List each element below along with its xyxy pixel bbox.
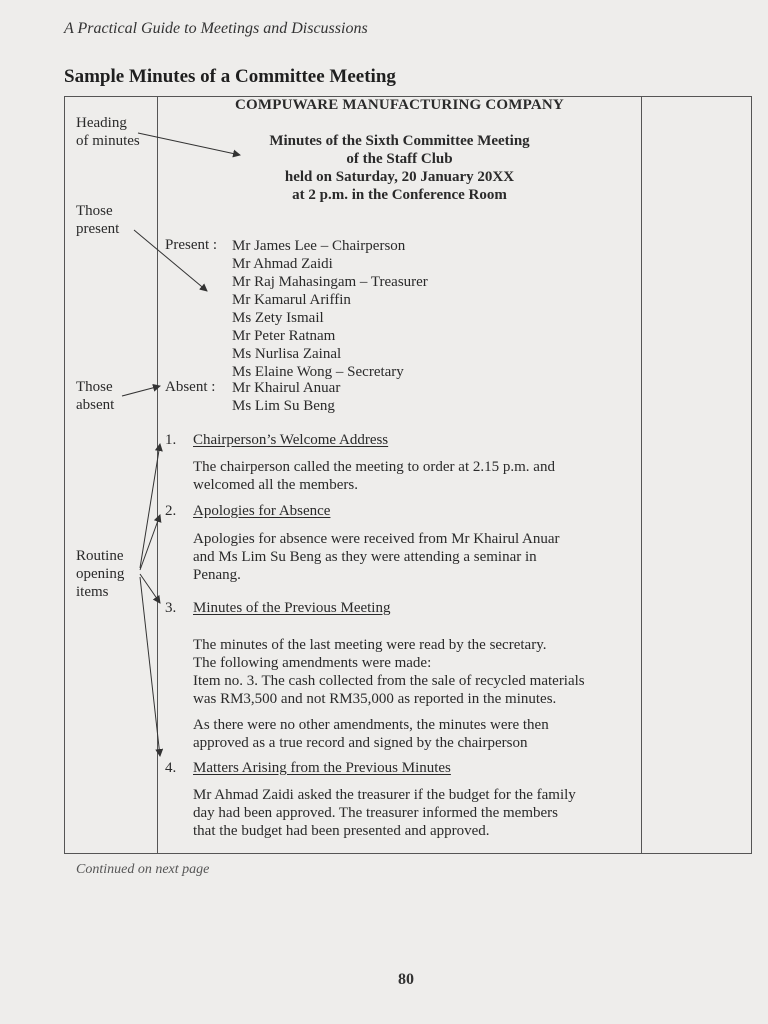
item-2-paragraph: Apologies for absence were received from Mr Khairul Anuar and Ms Lim Su Beng as they were attending a seminar in Penang. xyxy=(193,531,560,583)
continued-note: Continued on next page xyxy=(76,862,210,877)
item-3-paragraph-1: The minutes of the last meeting were read by the secretary. The following amendments were made: Item no. 3. The cash collected from the sale of recycled materials was RM3,500 and not RM35,000 as reported in the minutes. xyxy=(193,637,585,707)
table-divider-right xyxy=(641,96,642,854)
item-2-number: 2. xyxy=(165,503,177,519)
margin-note-present: Those present xyxy=(76,203,120,237)
running-head: A Practical Guide to Meetings and Discussions xyxy=(64,20,368,37)
company-name: COMPUWARE MANUFACTURING COMPANY xyxy=(235,97,564,113)
item-4-paragraph: Mr Ahmad Zaidi asked the treasurer if the budget for the family day had been approved. The treasurer informed the members that the budget had been presented and approved. xyxy=(193,787,576,839)
item-2-title: Apologies for Absence xyxy=(193,503,331,519)
item-1-number: 1. xyxy=(165,432,177,448)
item-3-paragraph-2: As there were no other amendments, the minutes were then approved as a true record and signed by the chairperson xyxy=(193,717,549,751)
margin-note-heading: Heading of minutes xyxy=(76,115,140,149)
section-title: Sample Minutes of a Committee Meeting xyxy=(64,66,396,87)
absent-label: Absent : xyxy=(165,379,216,395)
present-label: Present : xyxy=(165,237,218,253)
item-4-number: 4. xyxy=(165,760,177,776)
item-3-title: Minutes of the Previous Meeting xyxy=(193,600,391,616)
table-divider-left xyxy=(157,96,158,854)
absent-list: Mr Khairul Anuar Ms Lim Su Beng xyxy=(232,380,341,414)
margin-note-routine: Routine opening items xyxy=(76,548,125,600)
item-1-paragraph: The chairperson called the meeting to order at 2.15 p.m. and welcomed all the members. xyxy=(193,459,555,493)
minutes-heading: Minutes of the Sixth Committee Meeting of the Staff Club held on Saturday, 20 January 20XX at 2 p.m. in the Conference Room xyxy=(269,133,530,203)
item-1-title: Chairperson’s Welcome Address xyxy=(193,432,389,448)
item-4-title: Matters Arising from the Previous Minutes xyxy=(193,760,451,776)
margin-note-absent: Those absent xyxy=(76,379,115,413)
item-3-number: 3. xyxy=(165,600,177,616)
present-list: Mr James Lee – Chairperson Mr Ahmad Zaidi Mr Raj Mahasingam – Treasurer Mr Kamarul Ariffin Ms Zety Ismail Mr Peter Ratnam Ms Nurlisa Zainal Ms Elaine Wong – Secretary xyxy=(232,238,428,380)
page-number: 80 xyxy=(398,971,414,988)
